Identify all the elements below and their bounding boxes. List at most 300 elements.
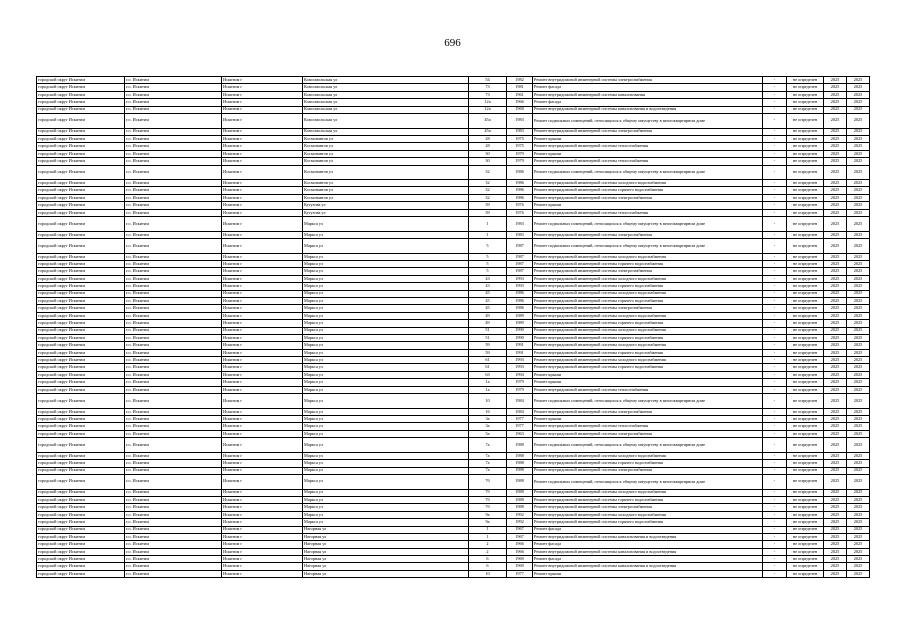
settlement-cell: г.о. Искитим [125, 143, 222, 150]
district-cell: городской округ Искитим [37, 194, 125, 201]
locality-cell: Искитим г [222, 423, 303, 430]
locality-cell: Искитим г [222, 452, 303, 459]
flag-cell: - [763, 570, 787, 577]
table-row [37, 158, 870, 165]
settlement-cell: г.о. Искитим [125, 408, 222, 415]
house-number-cell: 45а [469, 128, 507, 135]
flag-cell: - [763, 209, 787, 216]
work-type-cell: Ремонт внутридомовой инженерной системы горячего водоснабжения [533, 519, 763, 526]
year-built-cell: 1988 [507, 496, 533, 503]
year-start-cell: 2025 [824, 297, 847, 304]
year-start-cell: 2025 [824, 438, 847, 453]
street-cell: Маркса ул [303, 504, 469, 511]
status-cell: не определен [787, 239, 824, 254]
year-end-cell: 2025 [847, 452, 870, 459]
table-row [37, 217, 870, 232]
settlement-cell: г.о. Искитим [125, 261, 222, 268]
house-number-cell: 1 [469, 526, 507, 533]
year-start-cell: 2025 [824, 430, 847, 437]
locality-cell: Искитим г [222, 511, 303, 518]
status-cell: не определен [787, 180, 824, 187]
status-cell: не определен [787, 165, 824, 180]
work-type-cell: Ремонт крыши [533, 202, 763, 209]
settlement-cell: г.о. Искитим [125, 297, 222, 304]
house-number-cell: 6 [469, 563, 507, 570]
district-cell: городской округ Искитим [37, 563, 125, 570]
locality-cell: Искитим г [222, 357, 303, 364]
table-row [37, 364, 870, 371]
district-cell: городской округ Искитим [37, 357, 125, 364]
status-cell: не определен [787, 548, 824, 555]
district-cell: городской округ Искитим [37, 364, 125, 371]
year-end-cell: 2025 [847, 77, 870, 84]
year-built-cell: 1988 [507, 467, 533, 474]
locality-cell: Искитим г [222, 474, 303, 489]
year-built-cell: 1977 [507, 416, 533, 423]
settlement-cell: г.о. Искитим [125, 460, 222, 467]
work-type-cell: Ремонт внутридомовой инженерной системы горячего водоснабжения [533, 320, 763, 327]
year-start-cell: 2025 [824, 349, 847, 356]
year-start-cell: 2025 [824, 394, 847, 409]
settlement-cell: г.о. Искитим [125, 187, 222, 194]
work-type-cell: Ремонт крыши [533, 416, 763, 423]
year-end-cell: 2025 [847, 312, 870, 319]
year-built-cell: 1992 [507, 511, 533, 518]
street-cell: Маркса ул [303, 261, 469, 268]
flag-cell: - [763, 533, 787, 540]
settlement-cell: г.о. Искитим [125, 533, 222, 540]
year-start-cell: 2025 [824, 408, 847, 415]
work-type-cell: Ремонт внутридомовой инженерной системы теплоснабжения [533, 209, 763, 216]
settlement-cell: г.о. Искитим [125, 283, 222, 290]
locality-cell: Искитим г [222, 261, 303, 268]
flag-cell: - [763, 217, 787, 232]
district-cell: городской округ Искитим [37, 261, 125, 268]
flag-cell: - [763, 349, 787, 356]
table-row [37, 519, 870, 526]
year-end-cell: 2025 [847, 408, 870, 415]
year-start-cell: 2025 [824, 261, 847, 268]
work-type-cell: Ремонт внутридомовой инженерной системы электроснабжения [533, 467, 763, 474]
year-built-cell: 1966 [507, 548, 533, 555]
year-end-cell: 2025 [847, 416, 870, 423]
table-row [37, 135, 870, 142]
work-type-cell: Ремонт внутридомовой инженерной системы горячего водоснабжения [533, 187, 763, 194]
street-cell: Маркса ул [303, 423, 469, 430]
table-row [37, 504, 870, 511]
work-type-cell: Ремонт внутридомовой инженерной системы теплоснабжения [533, 423, 763, 430]
settlement-cell: г.о. Искитим [125, 231, 222, 238]
flag-cell: - [763, 202, 787, 209]
table-row [37, 84, 870, 91]
street-cell: Маркса ул [303, 320, 469, 327]
status-cell: не определен [787, 364, 824, 371]
flag-cell: - [763, 548, 787, 555]
year-end-cell: 2025 [847, 357, 870, 364]
table-row [37, 379, 870, 386]
flag-cell: - [763, 253, 787, 260]
settlement-cell: г.о. Искитим [125, 349, 222, 356]
year-start-cell: 2025 [824, 77, 847, 84]
status-cell: не определен [787, 394, 824, 409]
table-row [37, 128, 870, 135]
flag-cell: - [763, 541, 787, 548]
status-cell: не определен [787, 504, 824, 511]
street-cell: Маркса ул [303, 349, 469, 356]
settlement-cell: г.о. Искитим [125, 504, 222, 511]
status-cell: не определен [787, 438, 824, 453]
flag-cell: - [763, 84, 787, 91]
street-cell: Маркса ул [303, 394, 469, 409]
status-cell: не определен [787, 91, 824, 98]
district-cell: городской округ Искитим [37, 327, 125, 334]
work-type-cell: Ремонт внутридомовой инженерной системы теплоснабжения [533, 143, 763, 150]
year-built-cell: 1989 [507, 320, 533, 327]
table-row [37, 371, 870, 378]
locality-cell: Искитим г [222, 143, 303, 150]
flag-cell: - [763, 556, 787, 563]
settlement-cell: г.о. Искитим [125, 180, 222, 187]
status-cell: не определен [787, 541, 824, 548]
house-number-cell: 32 [469, 165, 507, 180]
district-cell: городской округ Искитим [37, 187, 125, 194]
street-cell: Маркса ул [303, 386, 469, 393]
table-row [37, 526, 870, 533]
year-end-cell: 2025 [847, 570, 870, 577]
year-built-cell: 1984 [507, 408, 533, 415]
year-start-cell: 2025 [824, 143, 847, 150]
table-row [37, 342, 870, 349]
year-end-cell: 2025 [847, 541, 870, 548]
table-row [37, 231, 870, 238]
table-row [37, 548, 870, 555]
work-type-cell: Ремонт подвальных помещений, относящихся к общему имуществу в многоквартирном доме [533, 239, 763, 254]
year-start-cell: 2025 [824, 187, 847, 194]
district-cell: городской округ Искитим [37, 556, 125, 563]
work-type-cell: Ремонт подвальных помещений, относящихся к общему имуществу в многоквартирном доме [533, 438, 763, 453]
work-type-cell: Ремонт внутридомовой инженерной системы электроснабжения [533, 268, 763, 275]
flag-cell: - [763, 489, 787, 496]
street-cell: Комсомольская ул [303, 113, 469, 128]
street-cell: Маркса ул [303, 217, 469, 232]
year-start-cell: 2025 [824, 526, 847, 533]
repair-schedule-table-container [36, 76, 869, 578]
year-start-cell: 2025 [824, 253, 847, 260]
locality-cell: Искитим г [222, 533, 303, 540]
table-row [37, 239, 870, 254]
flag-cell: - [763, 283, 787, 290]
settlement-cell: г.о. Искитим [125, 113, 222, 128]
year-end-cell: 2025 [847, 91, 870, 98]
year-built-cell: 1968 [507, 106, 533, 113]
flag-cell: - [763, 158, 787, 165]
house-number-cell: 7а [469, 452, 507, 459]
year-start-cell: 2025 [824, 342, 847, 349]
year-end-cell: 2025 [847, 180, 870, 187]
year-built-cell: 1975 [507, 135, 533, 142]
house-number-cell: 51 [469, 334, 507, 341]
locality-cell: Искитим г [222, 91, 303, 98]
flag-cell: - [763, 91, 787, 98]
street-cell: Маркса ул [303, 239, 469, 254]
settlement-cell: г.о. Искитим [125, 519, 222, 526]
street-cell: Комсомольская ул [303, 77, 469, 84]
locality-cell: Искитим г [222, 158, 303, 165]
status-cell: не определен [787, 261, 824, 268]
locality-cell: Искитим г [222, 386, 303, 393]
year-start-cell: 2025 [824, 231, 847, 238]
year-built-cell: 1993 [507, 364, 533, 371]
work-type-cell: Ремонт внутридомовой инженерной системы горячего водоснабжения [533, 261, 763, 268]
work-type-cell: Ремонт внутридомовой инженерной системы холодного водоснабжения [533, 342, 763, 349]
street-cell: Маркса ул [303, 460, 469, 467]
year-built-cell: 1986 [507, 305, 533, 312]
settlement-cell: г.о. Искитим [125, 239, 222, 254]
district-cell: городской округ Искитим [37, 158, 125, 165]
street-cell: Космонавтов ул [303, 187, 469, 194]
flag-cell: - [763, 261, 787, 268]
district-cell: городской округ Искитим [37, 320, 125, 327]
year-end-cell: 2025 [847, 297, 870, 304]
year-built-cell: 1966 [507, 99, 533, 106]
status-cell: не определен [787, 128, 824, 135]
flag-cell: - [763, 379, 787, 386]
table-row [37, 165, 870, 180]
settlement-cell: г.о. Искитим [125, 217, 222, 232]
year-end-cell: 2025 [847, 386, 870, 393]
settlement-cell: г.о. Искитим [125, 489, 222, 496]
flag-cell: - [763, 275, 787, 282]
street-cell: Космонавтов ул [303, 194, 469, 201]
street-cell: Нагорная ул [303, 570, 469, 577]
street-cell: Маркса ул [303, 416, 469, 423]
table-row [37, 416, 870, 423]
house-number-cell: 43 [469, 275, 507, 282]
district-cell: городской округ Искитим [37, 511, 125, 518]
house-number-cell: 3а [469, 423, 507, 430]
table-row [37, 106, 870, 113]
street-cell: Маркса ул [303, 511, 469, 518]
year-start-cell: 2025 [824, 209, 847, 216]
house-number-cell: 5а [469, 430, 507, 437]
table-row [37, 408, 870, 415]
street-cell: Космонавтов ул [303, 158, 469, 165]
work-type-cell: Ремонт крыши [533, 135, 763, 142]
house-number-cell: 63 [469, 371, 507, 378]
house-number-cell: 28 [469, 143, 507, 150]
year-built-cell: 1967 [507, 526, 533, 533]
status-cell: не определен [787, 320, 824, 327]
year-built-cell: 1963 [507, 430, 533, 437]
flag-cell: - [763, 77, 787, 84]
flag-cell: - [763, 99, 787, 106]
status-cell: не определен [787, 290, 824, 297]
house-number-cell: 12а [469, 106, 507, 113]
year-start-cell: 2025 [824, 99, 847, 106]
district-cell: городской округ Искитим [37, 253, 125, 260]
house-number-cell: 7б [469, 474, 507, 489]
year-end-cell: 2025 [847, 526, 870, 533]
locality-cell: Искитим г [222, 106, 303, 113]
year-built-cell: 1988 [507, 504, 533, 511]
year-built-cell: 1987 [507, 261, 533, 268]
year-built-cell: 1986 [507, 180, 533, 187]
district-cell: городской округ Искитим [37, 268, 125, 275]
year-start-cell: 2025 [824, 511, 847, 518]
settlement-cell: г.о. Искитим [125, 194, 222, 201]
house-number-cell: 5 [469, 268, 507, 275]
year-start-cell: 2025 [824, 150, 847, 157]
house-number-cell: 1 [469, 231, 507, 238]
locality-cell: Искитим г [222, 349, 303, 356]
status-cell: не определен [787, 556, 824, 563]
street-cell: Маркса ул [303, 496, 469, 503]
work-type-cell: Ремонт внутридомовой инженерной системы канализования и водоотведения [533, 563, 763, 570]
locality-cell: Искитим г [222, 180, 303, 187]
table-row [37, 202, 870, 209]
work-type-cell: Ремонт фасада [533, 541, 763, 548]
status-cell: не определен [787, 489, 824, 496]
work-type-cell: Ремонт подвальных помещений, относящихся к общему имуществу в многоквартирном доме [533, 474, 763, 489]
status-cell: не определен [787, 371, 824, 378]
year-end-cell: 2025 [847, 533, 870, 540]
flag-cell: - [763, 194, 787, 201]
status-cell: не определен [787, 275, 824, 282]
year-end-cell: 2025 [847, 474, 870, 489]
flag-cell: - [763, 474, 787, 489]
district-cell: городской округ Искитим [37, 143, 125, 150]
district-cell: городской округ Искитим [37, 106, 125, 113]
year-start-cell: 2025 [824, 386, 847, 393]
locality-cell: Искитим г [222, 563, 303, 570]
year-end-cell: 2025 [847, 106, 870, 113]
flag-cell: - [763, 150, 787, 157]
street-cell: Маркса ул [303, 231, 469, 238]
year-end-cell: 2025 [847, 379, 870, 386]
status-cell: не определен [787, 526, 824, 533]
year-built-cell: 1987 [507, 253, 533, 260]
work-type-cell: Ремонт крыши [533, 371, 763, 378]
locality-cell: Искитим г [222, 283, 303, 290]
year-end-cell: 2025 [847, 430, 870, 437]
locality-cell: Искитим г [222, 231, 303, 238]
flag-cell: - [763, 320, 787, 327]
settlement-cell: г.о. Искитим [125, 563, 222, 570]
work-type-cell: Ремонт подвальных помещений, относящихся к общему имуществу в многоквартирном доме [533, 113, 763, 128]
year-start-cell: 2025 [824, 268, 847, 275]
locality-cell: Искитим г [222, 394, 303, 409]
work-type-cell: Ремонт внутридомовой инженерной системы канализования и водоотведения [533, 548, 763, 555]
flag-cell: - [763, 504, 787, 511]
year-end-cell: 2025 [847, 496, 870, 503]
house-number-cell: 7а [469, 460, 507, 467]
house-number-cell: 61 [469, 357, 507, 364]
year-end-cell: 2025 [847, 548, 870, 555]
house-number-cell: 2 [469, 548, 507, 555]
house-number-cell: 59 [469, 342, 507, 349]
work-type-cell: Ремонт внутридомовой инженерной системы холодного водоснабжения [533, 275, 763, 282]
year-end-cell: 2025 [847, 489, 870, 496]
flag-cell: - [763, 187, 787, 194]
year-start-cell: 2025 [824, 84, 847, 91]
locality-cell: Искитим г [222, 290, 303, 297]
year-end-cell: 2025 [847, 150, 870, 157]
year-start-cell: 2025 [824, 239, 847, 254]
table-row [37, 430, 870, 437]
district-cell: городской округ Искитим [37, 77, 125, 84]
year-end-cell: 2025 [847, 187, 870, 194]
work-type-cell: Ремонт внутридомовой инженерной системы электроснабжения [533, 430, 763, 437]
house-number-cell: 32 [469, 187, 507, 194]
work-type-cell: Ремонт внутридомовой инженерной системы электроснабжения [533, 194, 763, 201]
locality-cell: Искитим г [222, 209, 303, 216]
settlement-cell: г.о. Искитим [125, 496, 222, 503]
house-number-cell: 2 [469, 541, 507, 548]
year-end-cell: 2025 [847, 467, 870, 474]
year-start-cell: 2025 [824, 135, 847, 142]
district-cell: городской округ Искитим [37, 416, 125, 423]
settlement-cell: г.о. Искитим [125, 511, 222, 518]
house-number-cell: 10 [469, 394, 507, 409]
house-number-cell: 1а [469, 386, 507, 393]
year-start-cell: 2025 [824, 334, 847, 341]
year-start-cell: 2025 [824, 496, 847, 503]
locality-cell: Искитим г [222, 526, 303, 533]
district-cell: городской округ Искитим [37, 91, 125, 98]
year-start-cell: 2025 [824, 467, 847, 474]
year-start-cell: 2025 [824, 320, 847, 327]
house-number-cell: 5 [469, 253, 507, 260]
year-end-cell: 2025 [847, 563, 870, 570]
table-row [37, 187, 870, 194]
flag-cell: - [763, 371, 787, 378]
year-built-cell: 1979 [507, 379, 533, 386]
year-start-cell: 2025 [824, 556, 847, 563]
year-start-cell: 2025 [824, 570, 847, 577]
status-cell: не определен [787, 135, 824, 142]
flag-cell: - [763, 452, 787, 459]
work-type-cell: Ремонт внутридомовой инженерной системы холодного водоснабжения [533, 327, 763, 334]
locality-cell: Искитим г [222, 467, 303, 474]
year-built-cell: 1967 [507, 533, 533, 540]
district-cell: городской округ Искитим [37, 452, 125, 459]
year-built-cell: 1991 [507, 349, 533, 356]
district-cell: городской округ Искитим [37, 548, 125, 555]
settlement-cell: г.о. Искитим [125, 541, 222, 548]
locality-cell: Искитим г [222, 541, 303, 548]
settlement-cell: г.о. Искитим [125, 209, 222, 216]
year-built-cell: 1988 [507, 489, 533, 496]
table-row [37, 143, 870, 150]
locality-cell: Искитим г [222, 342, 303, 349]
settlement-cell: г.о. Искитим [125, 570, 222, 577]
locality-cell: Искитим г [222, 496, 303, 503]
district-cell: городской округ Искитим [37, 408, 125, 415]
locality-cell: Искитим г [222, 77, 303, 84]
year-end-cell: 2025 [847, 305, 870, 312]
district-cell: городской округ Искитим [37, 371, 125, 378]
house-number-cell: 30 [469, 158, 507, 165]
year-built-cell: 1976 [507, 209, 533, 216]
house-number-cell: 30 [469, 150, 507, 157]
district-cell: городской округ Искитим [37, 349, 125, 356]
settlement-cell: г.о. Искитим [125, 320, 222, 327]
flag-cell: - [763, 231, 787, 238]
settlement-cell: г.о. Искитим [125, 275, 222, 282]
status-cell: не определен [787, 187, 824, 194]
locality-cell: Искитим г [222, 379, 303, 386]
work-type-cell: Ремонт фасада [533, 84, 763, 91]
